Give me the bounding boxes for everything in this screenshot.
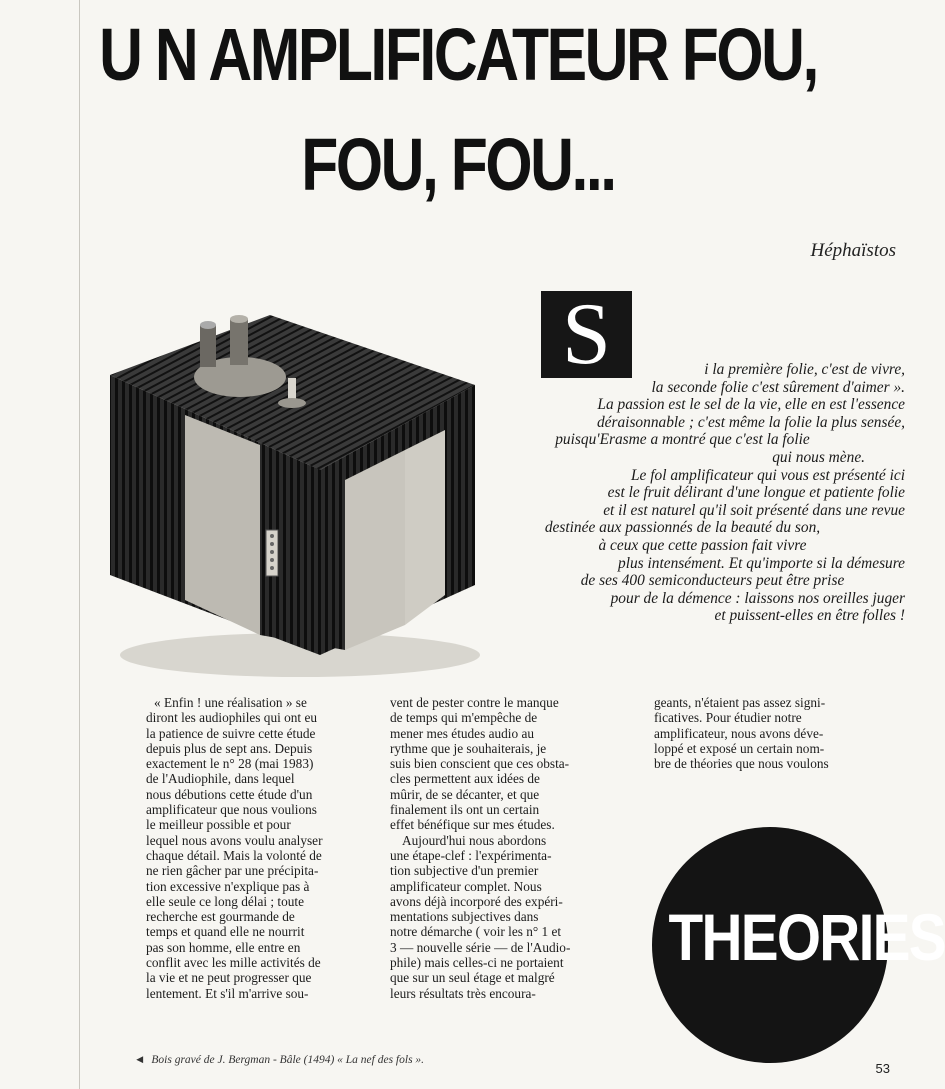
intro-line: à ceux que cette passion fait vivre — [598, 536, 807, 554]
body-line: vent de pester contre le manque — [390, 695, 559, 710]
body-line: le meilleur possible et pour — [146, 817, 291, 833]
theories-badge — [652, 827, 945, 1063]
body-line: 3 — nouvelle série — de l'Audio- — [390, 939, 571, 955]
body-line: elle seule ce long délai ; toute — [146, 893, 305, 909]
intro-line: plus intensément. Et qu'importe si la démesure — [618, 554, 905, 572]
body-line: une étape-clef : l'expérimenta- — [390, 847, 552, 863]
body-line: cles permettent aux idées de — [390, 771, 540, 787]
body-line: bre de théories que nous voulons — [654, 756, 829, 772]
body-line: leurs résultats très encoura- — [390, 985, 536, 1001]
body-line: chaque détail. Mais la volonté de — [146, 847, 322, 863]
intro-line: qui nous mène. — [772, 448, 865, 466]
body-line: depuis plus de sept ans. Depuis — [146, 740, 313, 756]
intro-line: de ses 400 semiconducteurs peut être prise — [580, 572, 845, 590]
body-line: rythme que je souhaiterais, je — [390, 740, 547, 756]
body-line: que sur un seul étage et malgré — [390, 970, 555, 986]
body-line: amplificateur que nous voulions — [146, 802, 317, 818]
image-caption — [134, 1054, 424, 1066]
body-line: tion subjective d'un premier — [390, 863, 539, 879]
body-line: suis bien conscient que ces obsta- — [390, 756, 570, 772]
body-line: diront les audiophiles qui ont eu — [146, 710, 317, 726]
body-line: pas son homme, elle entre en — [146, 939, 301, 955]
caption-text: Bois gravé de J. Bergman - Bâle (1494) « La nef des fols ». — [151, 1054, 425, 1066]
body-line: lequel nous avons voulu analyser — [146, 832, 323, 848]
caption-arrow-icon: ◄ — [134, 1054, 146, 1066]
title-line-1: U N AMPLIFICATEUR FOU, — [99, 13, 817, 96]
intro-paragraph — [440, 361, 905, 625]
title-line-2: FOU, FOU... — [301, 123, 615, 206]
author-byline: Héphaïstos — [810, 240, 896, 261]
intro-line: destinée aux passionnés de la beauté du son, — [544, 519, 821, 537]
intro-line: i la première folie, c'est de vivre, — [704, 361, 905, 378]
intro-line: Le fol amplificateur qui vous est présenté ici — [631, 466, 905, 484]
body-line: exactement le n° 28 (mai 1983) — [146, 756, 314, 772]
body-line: amplificateur, nous avons déve- — [654, 725, 824, 741]
body-line: geants, n'étaient pas assez signi- — [654, 695, 826, 710]
body-line: « Enfin ! une réalisation » se — [154, 695, 307, 710]
body-line: de temps qui m'empêche de — [390, 710, 538, 726]
body-line: recherche est gourmande de — [146, 909, 295, 925]
body-line: amplificateur complet. Nous — [390, 878, 542, 894]
intro-line: pour de la démence : laissons nos oreilles juger — [610, 589, 905, 607]
body-line: tion excessive n'explique pas à — [146, 878, 310, 894]
body-line: loppé et exposé un certain nom- — [654, 740, 825, 756]
intro-line: la seconde folie c'est sûrement d'aimer ». — [651, 378, 905, 396]
body-line: ficatives. Pour étudier notre — [654, 710, 802, 726]
drop-cap: S — [541, 291, 632, 378]
body-line: phile) mais celles-ci ne portaient — [390, 955, 564, 971]
intro-line: est le fruit délirant d'une longue et patiente folie — [607, 484, 905, 502]
intro-line: déraisonnable ; c'est même la folie la plus sensée, — [596, 413, 905, 431]
body-line: mûrir, de se décanter, et que — [390, 786, 540, 802]
intro-line: puisqu'Erasme a montré que c'est la folie — [555, 431, 810, 449]
body-line: la patience de suivre cette étude — [146, 725, 316, 741]
body-line: mentations subjectives dans — [390, 909, 539, 925]
body-column-3 — [654, 695, 884, 771]
body-line: Aujourd'hui nous abordons — [402, 832, 547, 848]
amplifier-photo — [80, 295, 480, 685]
body-column-2 — [390, 695, 620, 1001]
body-line: notre démarche ( voir les n° 1 et — [390, 924, 562, 940]
body-line: finalement ils ont un certain — [390, 802, 540, 818]
page-number: 53 — [875, 1061, 890, 1076]
body-line: la vie et ne peut progresser que — [146, 970, 312, 986]
intro-line: et puissent-elles en être folles ! — [714, 607, 905, 625]
body-column-1 — [146, 695, 376, 1001]
body-line: avons déjà incorporé des expéri- — [390, 893, 563, 909]
body-line: mener mes études audio au — [390, 725, 534, 741]
body-line: temps et quand elle ne nourrit — [146, 924, 305, 940]
body-line: ne rien gâcher par une précipita- — [146, 863, 319, 879]
body-line: effet bénéfique sur mes études. — [390, 817, 555, 833]
body-line: nous débutions cette étude d'un — [146, 786, 313, 802]
intro-line: La passion est le sel de la vie, elle en est l'essence — [597, 396, 905, 414]
body-line: de l'Audiophile, dans lequel — [146, 771, 295, 787]
theories-badge-label: THEORIES — [668, 900, 945, 974]
body-line: conflit avec les mille activités de — [146, 955, 321, 971]
body-line: lentement. Et s'il m'arrive sou- — [146, 985, 309, 1001]
intro-line: et il est naturel qu'il soit présenté dans une revue — [603, 501, 905, 519]
